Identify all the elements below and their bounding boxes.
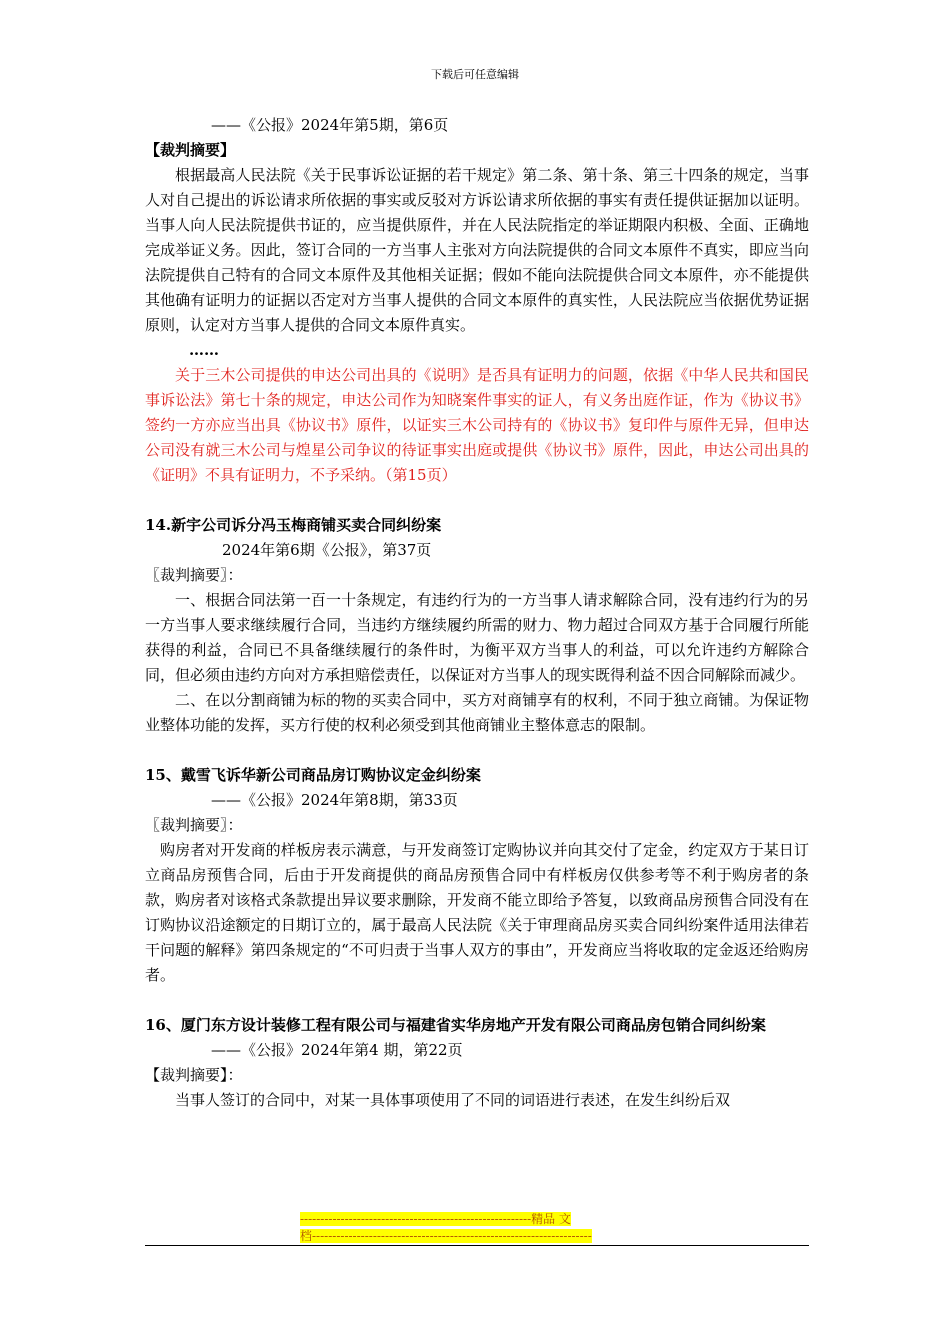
sec14-title: 14.新宇公司诉分冯玉梅商铺买卖合同纠纷案 xyxy=(145,516,442,534)
sec16-source: ——《公报》2024年第4 期，第22页 xyxy=(211,1041,463,1059)
sec15-paragraph: 购房者对开发商的样板房表示满意，与开发商签订定购协议并向其交付了定金，约定双方于某日订立商品房预售合同，后由于开发商提供的商品房预售合同中有样板房仅供参考等不利于购房者的条款，购房者对该格式条款提出异议要求删除，开发商不能立即给予答复，以致商品房预售合同没有在订购协议沿途额定的日期订立的，属于最高人民法院《关于审理商品房买卖合同纠纷案件适用法律若干问题的解释》第四条规定的“不可归责于当事人双方的事由”，开发商应当将收取的定金返还给购房者。 xyxy=(145,841,809,984)
sec14-paragraph-2: 二、在以分割商铺为标的物的买卖合同中，买方对商铺享有的权利，不同于独立商铺。为保证物业整体功能的发挥，买方行使的权利必须受到其他商铺业主整体意志的限制。 xyxy=(145,691,809,734)
sec14-source: 2024年第6期《公报》，第37页 xyxy=(222,541,432,559)
header-note: 下载后可任意编辑 xyxy=(431,68,519,81)
sec13-paragraph: 根据最高人民法院《关于民事诉讼证据的若干规定》第二条、第十条、第三十四条的规定，当事人对自己提出的诉讼请求所依据的事实或反驳对方诉讼请求所依据的事实有责任提供证据加以证明。当事人向人民法院提供书证的，应当提供原件，并在人民法院指定的举证期限内积极、全面、正确地完成举证义务。因此，签订合同的一方当事人主张对方向法院提供的合同文本原件不真实，即应当向法院提供自己特有的合同文本原件及其他相关证据；假如不能向法院提供合同文本原件，亦不能提供其他确有证明力的证据以否定对方当事人提供的合同文本原件的真实性，人民法院应当依据优势证据原则，认定对方当事人提供的合同文本原件真实。 xyxy=(145,166,809,334)
sec15-source: ——《公报》2024年第8期，第33页 xyxy=(211,791,458,809)
footer-watermark xyxy=(300,1211,660,1245)
sec13-ellipsis: …… xyxy=(189,341,219,359)
footer-line-1: ---------------------------------------------------------精品 文 xyxy=(300,1212,571,1226)
sec13-red-paragraph: 关于三木公司提供的申达公司出具的《说明》是否具有证明力的问题，依据《中华人民共和国民事诉讼法》第七十条的规定，申达公司作为知晓案件事实的证人，有义务出庭作证，作为《协议书》签约一方亦应当出具《协议书》原件，以证实三木公司持有的《协议书》复印件与原件无异，但申达公司没有就三木公司与煌星公司争议的待证事实出庭或提供《协议书》原件，因此，申达公司出具的《证明》不具有证明力，不予采纳。（第15页） xyxy=(145,366,809,484)
footer-divider xyxy=(145,1245,809,1246)
sec16-paragraph: 当事人签订的合同中，对某一具体事项使用了不同的词语进行表述，在发生纠纷后双 xyxy=(175,1091,731,1109)
sec13-label: 【裁判摘要】 xyxy=(145,141,236,159)
sec16-title: 16、厦门东方设计装修工程有限公司与福建省实华房地产开发有限公司商品房包销合同纠纷案 xyxy=(145,1016,766,1034)
document-body xyxy=(145,113,809,1113)
footer-line-2: 档--------------------------------------------------------------------- xyxy=(300,1229,592,1243)
sec15-label: 〖裁判摘要〗： xyxy=(145,816,243,834)
sec15-title: 15、戴雪飞诉华新公司商品房订购协议定金纠纷案 xyxy=(145,766,481,784)
sec14-paragraph-1: 一、根据合同法第一百一十条规定，有违约行为的一方当事人请求解除合同，没有违约行为的另一方当事人要求继续履行合同，当违约方继续履约所需的财力、物力超过合同双方基于合同履行所能获得的利益，合同已不具备继续履行的条件时，为衡平双方当事人的利益，可以允许违约方解除合同，但必须由违约方向对方承担赔偿责任，以保证对方当事人的现实既得利益不因合同解除而减少。 xyxy=(145,591,809,684)
sec13-source: ——《公报》2024年第5期，第6页 xyxy=(211,116,449,134)
sec14-label: 〖裁判摘要〗： xyxy=(145,566,243,584)
sec16-label: 【裁判摘要】： xyxy=(145,1066,243,1084)
